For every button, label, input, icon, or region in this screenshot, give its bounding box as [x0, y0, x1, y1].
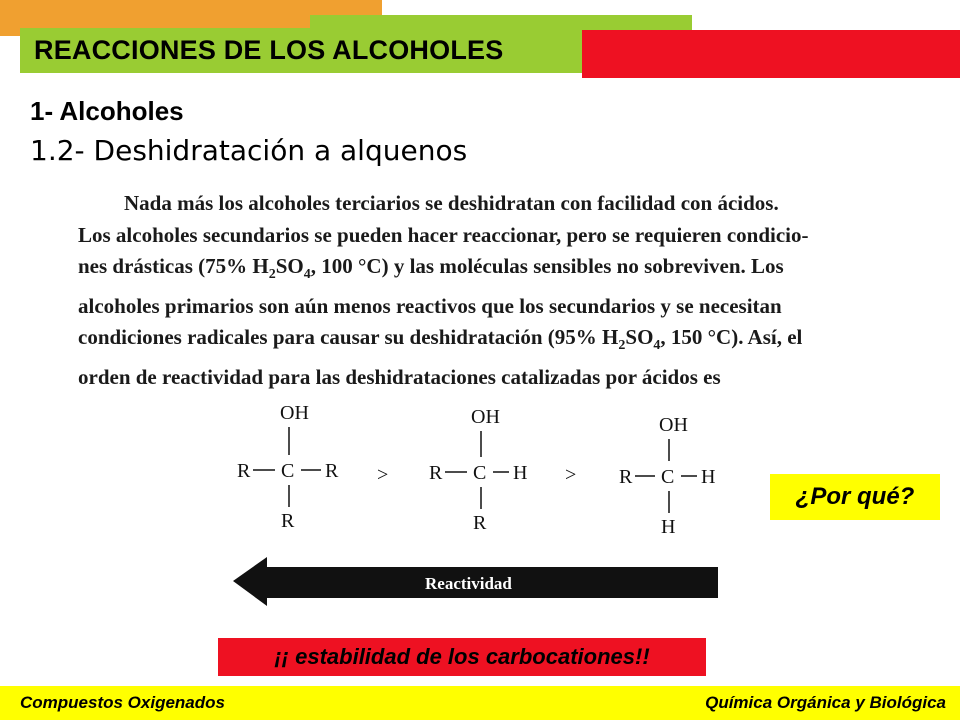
slide-title: REACCIONES DE LOS ALCOHOLES [34, 35, 504, 65]
oh-label: OH [471, 406, 500, 428]
stability-text: ¡¡ estabilidad de los carbocationes!! [274, 644, 650, 669]
text-fragment: , 150 °C). Así, el [660, 325, 803, 350]
oh-label: OH [659, 414, 688, 436]
header-decor-red [582, 30, 960, 78]
r-label: R [281, 510, 295, 532]
r-label: R [473, 512, 487, 534]
text-fragment: nes drásticas (75% H [78, 254, 269, 278]
oh-label: OH [280, 402, 309, 424]
subscript: 4 [653, 338, 661, 354]
h-label: H [701, 466, 716, 488]
stability-callout [218, 638, 706, 676]
r-label: R [619, 466, 633, 488]
title-banner [20, 28, 582, 73]
h-label: H [661, 516, 676, 538]
text-fragment: condiciones radicales para causar su deshidratación (95% H [78, 325, 619, 350]
greater-than-sign: > [565, 464, 577, 486]
tertiary-alcohol-structure [237, 402, 339, 532]
c-label: C [473, 462, 487, 484]
r-label: R [429, 462, 443, 484]
c-label: C [281, 460, 295, 482]
section-heading: 1- Alcoholes [30, 96, 184, 126]
text-line-1: Nada más los alcoholes terciarios se deshidratan con facilidad con ácidos. [124, 191, 779, 215]
text-fragment: SO [275, 254, 304, 278]
text-line-4: alcoholes primarios son aún menos reactivos que los secundarios y se necesitan [78, 293, 782, 318]
footer-left-text: Compuestos Oxigenados [20, 693, 225, 712]
text-fragment: SO [625, 325, 654, 350]
question-callout [770, 474, 940, 520]
subscript: 4 [303, 267, 311, 283]
greater-than-sign: > [377, 464, 389, 486]
text-line-5 [78, 322, 888, 362]
text-line-3 [78, 251, 888, 291]
h-label: H [513, 462, 528, 484]
arrow-label: Reactividad [425, 574, 512, 593]
text-fragment: , 100 °C) y las moléculas sensibles no sobreviven. Los [310, 254, 784, 278]
text-line-6: orden de reactividad para las deshidrataciones catalizadas por ácidos es [78, 364, 721, 389]
subscript: 2 [268, 267, 276, 283]
text-line-2: Los alcoholes secundarios se pueden hacer reaccionar, pero se requieren condicio- [78, 222, 809, 247]
footer-right-text: Química Orgánica y Biológica [705, 693, 946, 712]
secondary-alcohol-structure [429, 406, 527, 534]
c-label: C [661, 466, 675, 488]
r-label: R [325, 460, 339, 482]
question-text: ¿Por qué? [795, 483, 915, 510]
scanned-text-block [78, 188, 888, 393]
primary-alcohol-structure [619, 414, 715, 538]
subscript: 2 [618, 338, 626, 354]
reactivity-arrow [233, 557, 718, 606]
r-label: R [237, 460, 251, 482]
subsection-heading: 1.2- Deshidratación a alquenos [30, 134, 468, 167]
